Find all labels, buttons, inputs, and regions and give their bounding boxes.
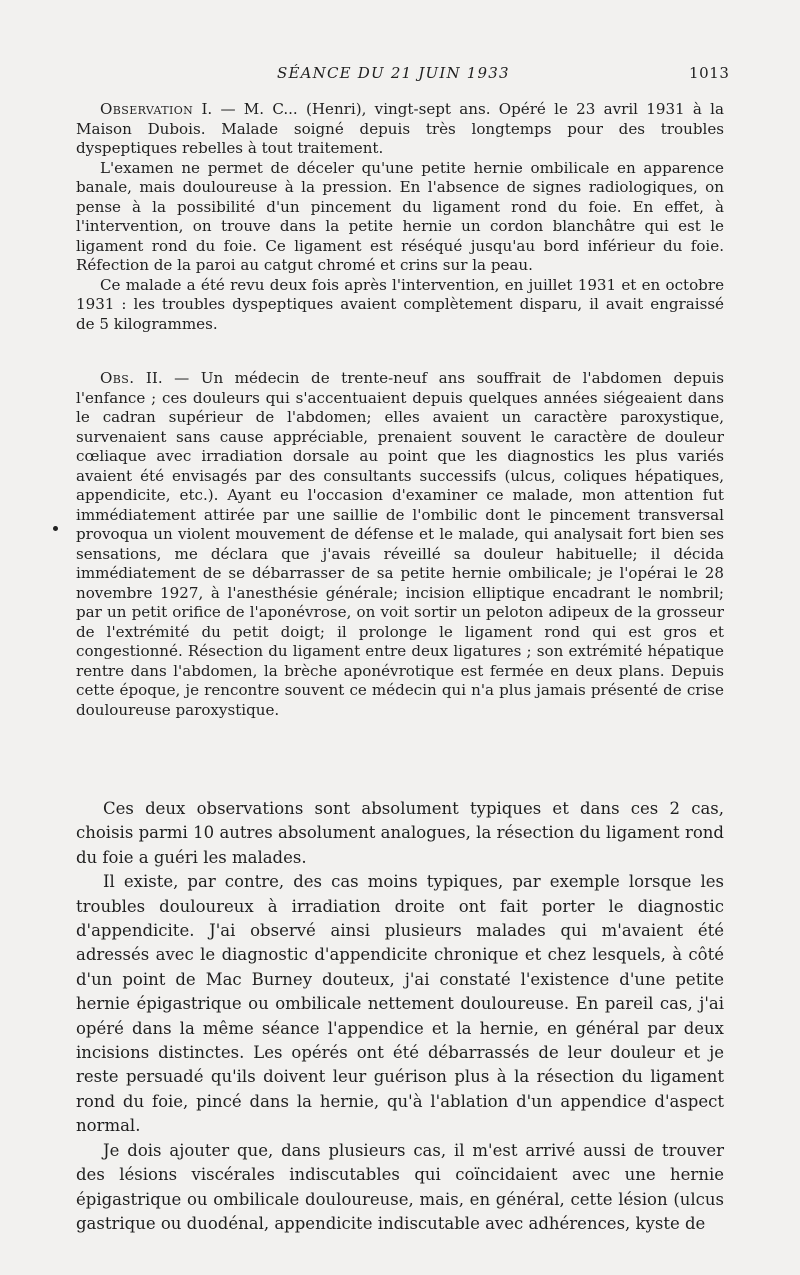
main-discussion <box>76 797 724 1236</box>
observation-2-label: Obs. <box>100 369 135 387</box>
margin-mark <box>53 526 58 531</box>
observation-1-intro-text: I. — M. C... (Henri), vingt-sept ans. Opéré le 23 avril 1931 à la Maison Dubois. Malade soigné depuis très longtemps pour des troubles dyspeptiques rebelles à tout traitement. <box>76 100 724 157</box>
observation-1-followup: Ce malade a été revu deux fois après l'intervention, en juillet 1931 et en octobre 1931 : les troubles dyspeptiques avaient complètement disparu, il avait engraissé de 5 kilogrammes. <box>76 275 724 333</box>
discussion-paragraph-3: Je dois ajouter que, dans plusieurs cas, il m'est arrivé aussi de trouver des lésions viscérales indiscutables qui coïncidaient avec une hernie épigastrique ou ombilicale douloureuse, mais, en général, cette lésion (ulcus gastrique ou duodénal, appendicite indiscutable avec adhérences, kyste de <box>76 1140 724 1233</box>
discussion-paragraph-1: Ces deux observations sont absolument typiques et dans ces 2 cas, choisis parmi 10 autres absolument analogues, la résection du ligament rond du foie a guéri les malades. <box>76 799 724 867</box>
running-header <box>0 64 800 86</box>
page-number: 1013 <box>689 64 730 82</box>
observation-1-exam: L'examen ne permet de déceler qu'une petite hernie ombilicale en apparence banale, mais douloureuse à la pression. En l'absence de signes radiologiques, on pense à la possibilité d'un pincement du ligament rond du foie. En effet, à l'intervention, on trouve dans la petite hernie un cordon blanchâtre qui est le ligament rond du foie. Ce ligament est réséqué jusqu'au bord inférieur du foie. Réfection de la paroi au catgut chromé et crins sur la peau. <box>76 158 724 274</box>
observation-2 <box>76 369 724 720</box>
observation-label: Observation <box>100 100 194 118</box>
running-title: SÉANCE DU 21 JUIN 1933 <box>277 64 510 82</box>
observation-2-body: II. — Un médecin de trente-neuf ans souffrait de l'abdomen depuis l'enfance ; ces douleurs qui s'accentuaient depuis quelques années siégeaient dans le cadran supérieur de l'abdomen; elles avaient un caractère paroxystique, survenaient sans cause appréciable, prenaient souvent le caractère de douleur cœliaque avec irradiation dorsale au point que les diagnostics les plus variés avaient été envisagés par des consultants successifs (ulcus, coliques hépatiques, appendicite, etc.). Ayant eu l'occasion d'examiner ce malade, mon attention fut immédiatement attirée par une saillie de l'ombilic dont le pincement transversal provoqua un violent mouvement de défense et le malade, qui analysait fort bien ses sensations, me déclara que j'avais réveillé sa douleur habituelle; il décida immédiatement de se débarrasser de sa petite hernie ombilicale; je l'opérai le 28 novembre 1927, à l'anesthésie générale; incision elliptique encadrant le nombril; par un petit orifice de l'aponévrose, on voit sortir un peloton adipeux de la grosseur de l'extrémité du petit doigt; il prolonge le ligament rond qui est gros et congestionné. Résection du ligament entre deux ligatures ; son extrémité hépatique rentre dans l'abdomen, la brèche aponévrotique est fermée en deux plans. Depuis cette époque, je rencontre souvent ce médecin qui n'a plus jamais présenté de crise douloureuse paroxystique. <box>76 369 724 719</box>
discussion-paragraph-2: Il existe, par contre, des cas moins typiques, par exemple lorsque les troubles douloureux à irradiation droite ont fait porter le diagnostic d'appendicite. J'ai observé ainsi plusieurs malades qui m'avaient été adressés avec le diagnostic d'appendicite chronique et chez lesquels, à côté d'un point de Mac Burney douteux, j'ai constaté l'existence d'une petite hernie épigastrique ou ombilicale nettement douloureuse. En pareil cas, j'ai opéré dans la même séance l'appendice et la hernie, en général par deux incisions distinctes. Les opérés ont été débarrassés de leur douleur et je reste persuadé qu'ils doivent leur guérison plus à la résection du ligament rond du foie, pincé dans la hernie, qu'à l'ablation d'un appendice d'aspect normal. <box>76 872 724 1136</box>
observation-1 <box>76 100 724 334</box>
observation-2-text <box>76 369 724 720</box>
observation-1-intro <box>76 100 724 159</box>
